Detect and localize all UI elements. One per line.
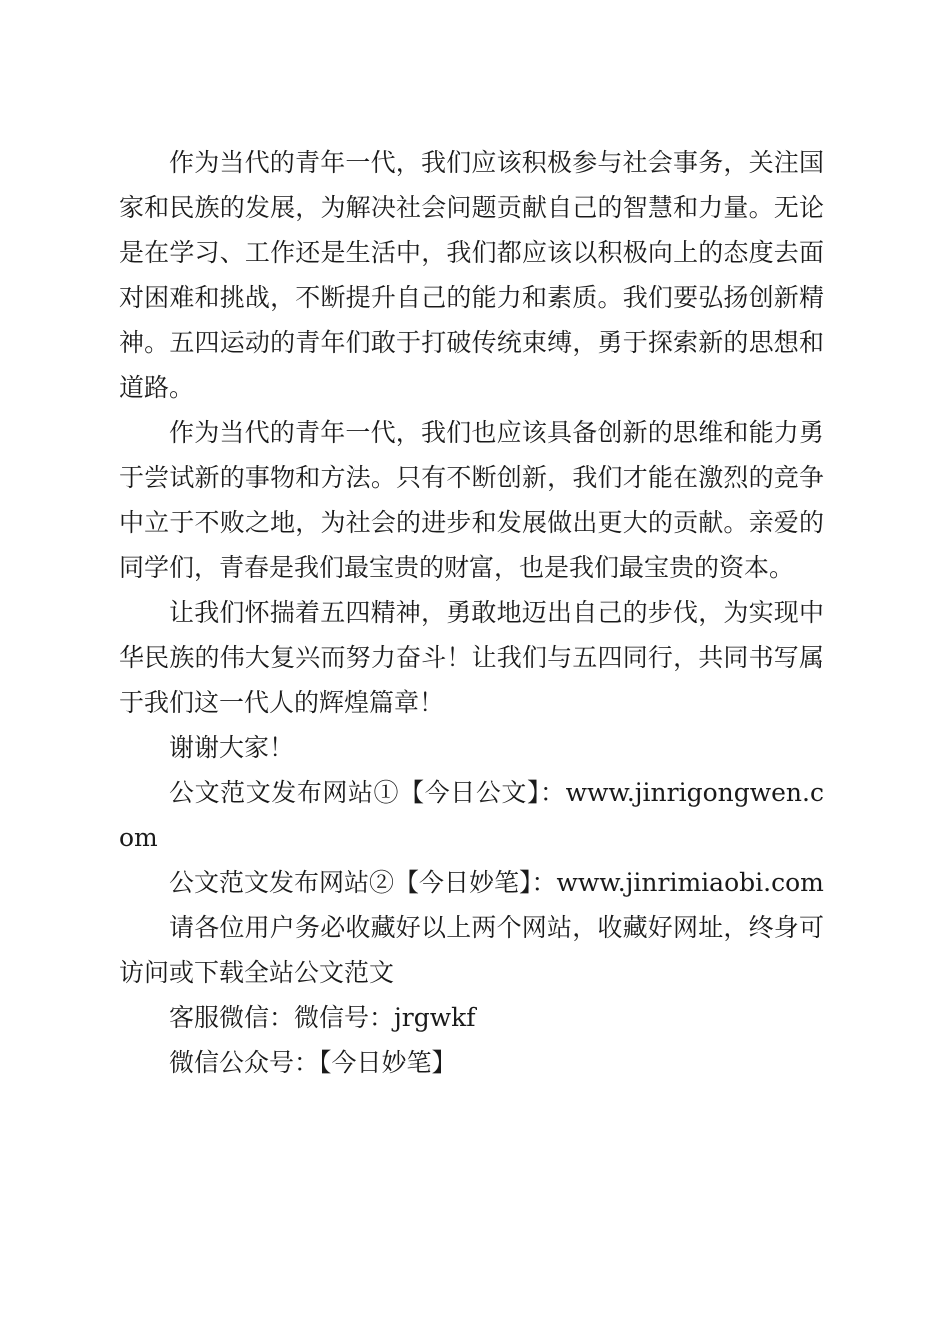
paragraph-site-1: 公文范文发布网站①【今日公文】：www.jinrigongwen.com	[119, 778, 824, 852]
paragraph-civic-duty: 作为当代的青年一代，我们应该积极参与社会事务，关注国家和民族的发展，为解决社会问题贡献自己的智慧和力量。无论是在学习、工作还是生活中，我们都应该以积极向上的态度去面对困难和挑战，不断提升自己的能力和素质。我们要弘扬创新精神。五四运动的青年们敢于打破传统束缚，勇于探索新的思想和道路。	[119, 148, 824, 402]
paragraph-customer-service: 客服微信：微信号：jrgwkf	[169, 1003, 476, 1032]
document-body	[119, 140, 824, 1085]
paragraph-innovation: 作为当代的青年一代，我们也应该具备创新的思维和能力勇于尝试新的事物和方法。只有不断创新，我们才能在激烈的竞争中立于不败之地，为社会的进步和发展做出更大的贡献。亲爱的同学们，青春是我们最宝贵的财富，也是我们最宝贵的资本。	[119, 418, 824, 582]
paragraph-wechat-account: 微信公众号：【今日妙笔】	[169, 1048, 457, 1077]
paragraph-site-2: 公文范文发布网站②【今日妙笔】：www.jinrimiaobi.com	[169, 868, 824, 897]
paragraph-bookmark-notice: 请各位用户务必收藏好以上两个网站，收藏好网址，终身可访问或下载全站公文范文	[119, 913, 824, 987]
paragraph-call-to-action: 让我们怀揣着五四精神，勇敢地迈出自己的步伐，为实现中华民族的伟大复兴而努力奋斗！让我们与五四同行，共同书写属于我们这一代人的辉煌篇章！	[119, 598, 824, 717]
paragraph-thanks: 谢谢大家！	[169, 733, 295, 762]
